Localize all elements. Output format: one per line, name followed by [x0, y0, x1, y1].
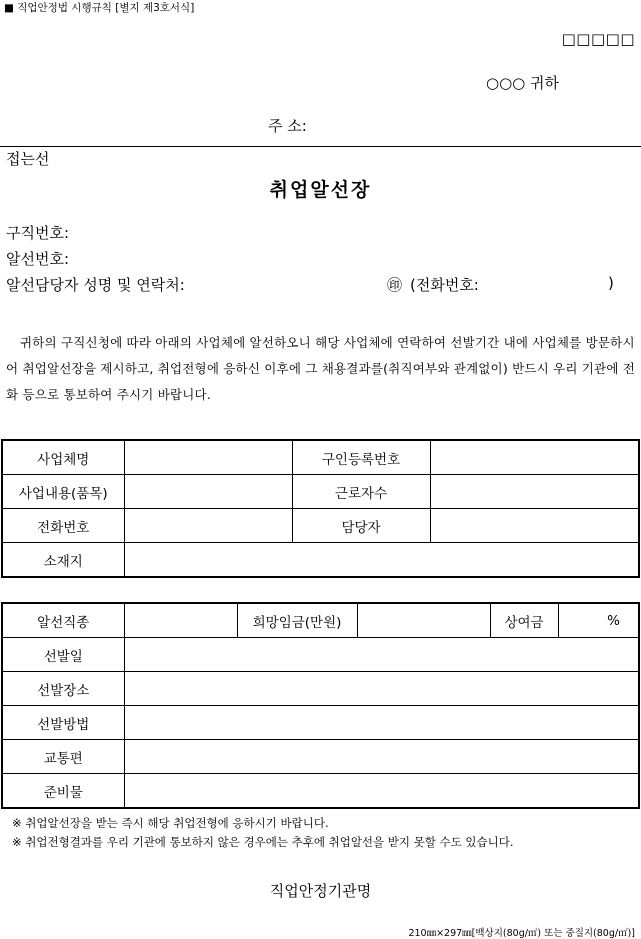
company-info-table — [1, 439, 640, 578]
table-row — [2, 706, 639, 740]
phone-field[interactable] — [124, 509, 292, 543]
recipient-line: ○○○ 귀하 — [486, 74, 560, 92]
transport-field[interactable] — [124, 740, 639, 774]
fold-line-label: 접는선 — [6, 150, 50, 168]
phone-number-label: (전화번호: — [410, 276, 479, 294]
selection-place-label: 선발장소 — [2, 672, 124, 706]
paper-spec: 210㎜×297㎜[백상지(80g/㎡) 또는 중질지(80g/㎡)] — [408, 928, 635, 939]
location-label: 소재지 — [2, 543, 124, 578]
business-content-label: 사업내용(품목) — [2, 475, 124, 509]
contact-person-label: 담당자 — [292, 509, 430, 543]
selection-method-label: 선발방법 — [2, 706, 124, 740]
phone-label: 전화번호 — [2, 509, 124, 543]
job-registration-number-field[interactable] — [430, 440, 639, 475]
job-registration-number-label: 구인등록번호 — [292, 440, 430, 475]
table-row — [2, 740, 639, 774]
supplies-field[interactable] — [124, 774, 639, 809]
bonus-field[interactable] — [558, 603, 639, 638]
table-row — [2, 672, 639, 706]
organization-name: 직업안정기관명 — [269, 882, 372, 900]
officer-contact-label: 알선담당자 성명 및 연락처: — [6, 276, 185, 294]
instruction-paragraph: 귀하의 구직신청에 따라 아래의 사업체에 알선하오니 해당 사업체에 연락하여 선발기간 내에 사업체를 방문하시어 취업알선장을 제시하고, 취업전형에 응하신 이후에 그 채용결과를(취직여부와 관계없이) 반드시 우리 기관에 전화 등으로 통보하여 주시기 바랍니다. — [6, 335, 636, 402]
location-field[interactable] — [124, 543, 639, 578]
table-row — [2, 475, 639, 509]
business-name-label: 사업체명 — [2, 440, 124, 475]
desired-wage-field[interactable] — [357, 603, 490, 638]
referral-job-label: 알선직종 — [2, 603, 124, 638]
table-row — [2, 543, 639, 578]
referral-job-field[interactable] — [124, 603, 237, 638]
contact-person-field[interactable] — [430, 509, 639, 543]
employee-count-label: 근로자수 — [292, 475, 430, 509]
selection-method-field[interactable] — [124, 706, 639, 740]
seal-mark: ㊞ — [387, 276, 403, 294]
table-row — [2, 774, 639, 809]
supplies-label: 준비물 — [2, 774, 124, 809]
percent-sign: % — [607, 612, 620, 629]
address-label: 주 소: — [268, 117, 307, 135]
selection-date-label: 선발일 — [2, 638, 124, 672]
referral-number-label: 알선번호: — [6, 250, 70, 268]
employee-count-field[interactable] — [430, 475, 639, 509]
note-1: ※ 취업알선장을 받는 즉시 해당 취업전형에 응하시기 바랍니다. — [12, 816, 329, 830]
fold-line — [0, 146, 641, 147]
page-title: 취업알선장 — [269, 179, 372, 201]
note-2: ※ 취업전형결과를 우리 기관에 통보하지 않은 경우에는 추후에 취업알선을 받지 못할 수도 있습니다. — [12, 835, 514, 849]
transport-label: 교통편 — [2, 740, 124, 774]
phone-number-close: ) — [608, 274, 614, 292]
table-row — [2, 440, 639, 475]
form-reference: ■ 직업안정법 시행규칙 [별지 제3호서식] — [4, 2, 195, 14]
table-row — [2, 638, 639, 672]
selection-date-field[interactable] — [124, 638, 639, 672]
job-info-table — [1, 602, 640, 809]
job-seeker-number-label: 구직번호: — [6, 224, 70, 242]
table-row — [2, 603, 639, 638]
business-content-field[interactable] — [124, 475, 292, 509]
business-name-field[interactable] — [124, 440, 292, 475]
document-number-boxes: □□□□□ — [561, 30, 635, 48]
bonus-label: 상여금 — [490, 603, 558, 638]
desired-wage-label: 희망임금(만원) — [237, 603, 357, 638]
selection-place-field[interactable] — [124, 672, 639, 706]
table-row — [2, 509, 639, 543]
